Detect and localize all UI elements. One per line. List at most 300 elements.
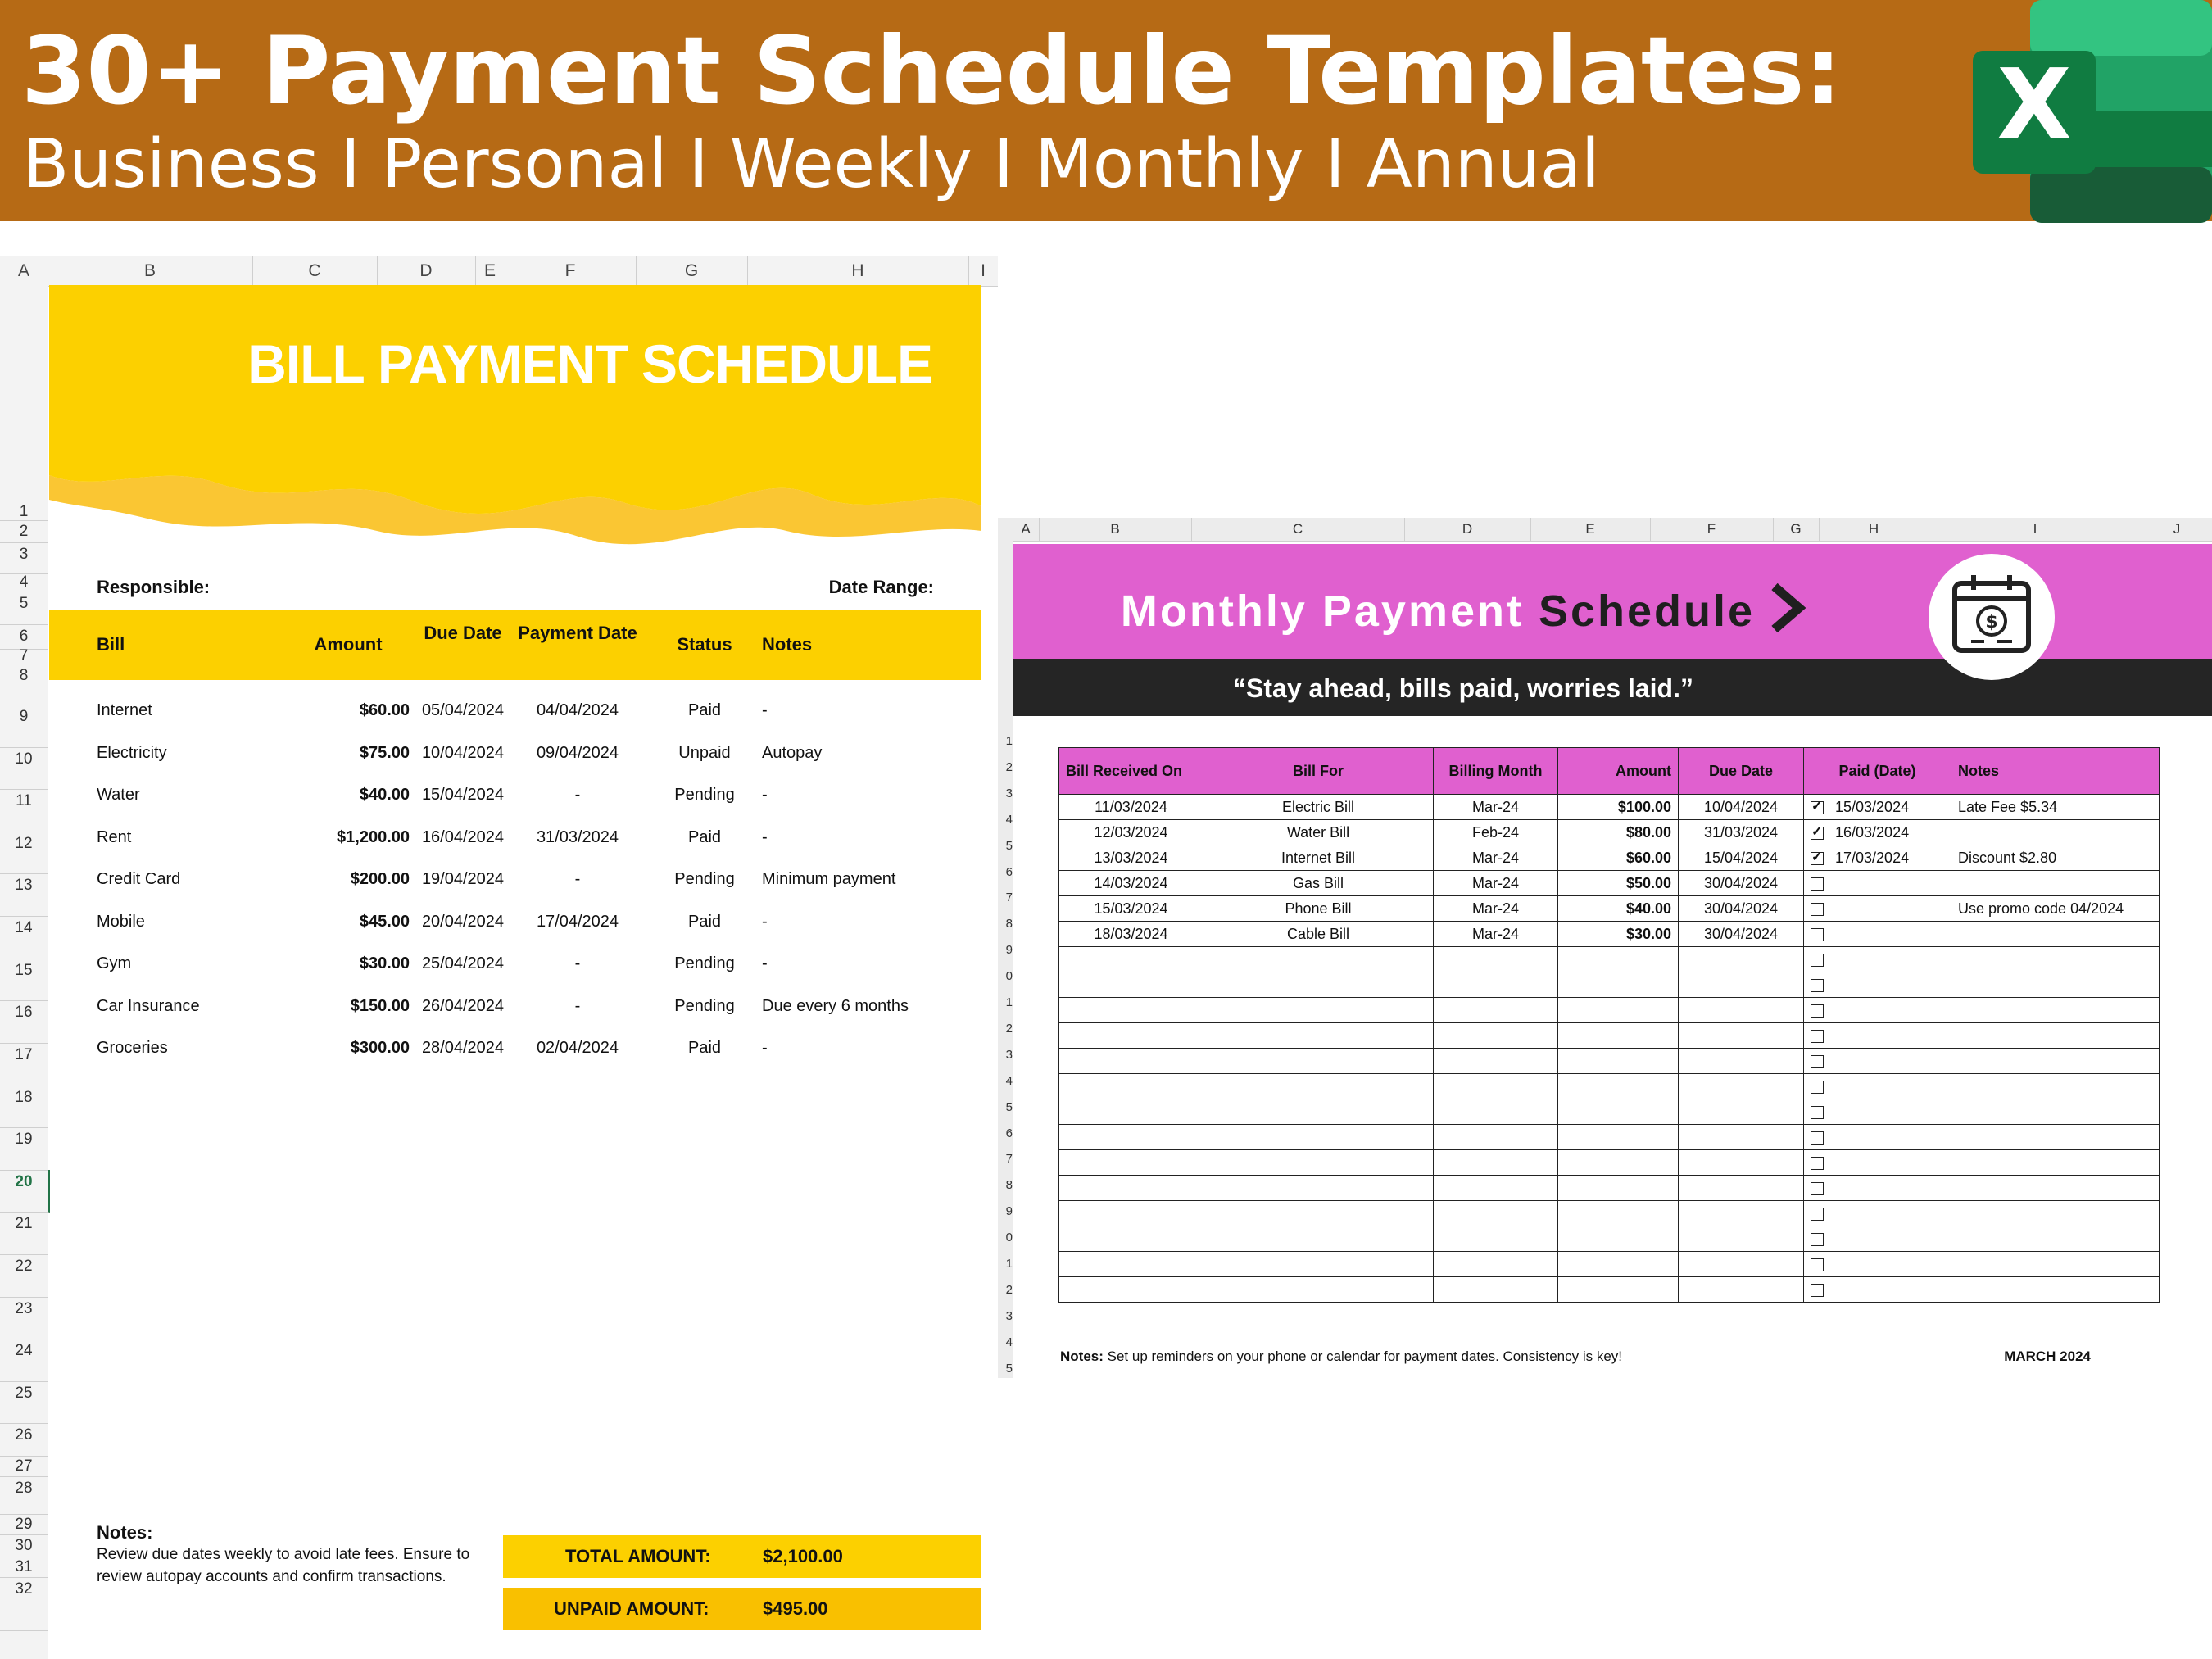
cell-bill-for[interactable] [1203, 972, 1434, 998]
cell-bill-received-on[interactable] [1059, 1226, 1203, 1252]
row-header-31[interactable]: 31 [0, 1557, 48, 1578]
row-header-10[interactable]: 1 [1005, 995, 1013, 1009]
cell-due-date[interactable] [1679, 1201, 1804, 1226]
column-header-a[interactable]: A [0, 256, 48, 286]
row-header-15[interactable]: 6 [1005, 1126, 1013, 1140]
bill-amount[interactable]: $30.00 [359, 954, 410, 972]
bill-payment-date[interactable]: - [574, 870, 581, 888]
cell-notes[interactable] [1951, 820, 2160, 845]
cell-billing-month[interactable] [1434, 1125, 1558, 1150]
column-header-e[interactable]: E [475, 256, 505, 286]
cell-billing-month[interactable] [1434, 998, 1558, 1023]
cell-notes[interactable] [1951, 1176, 2160, 1201]
cell-bill-for[interactable] [1203, 1125, 1434, 1150]
row-header-7[interactable]: 7 [0, 649, 48, 664]
cell-paid-date[interactable] [1804, 871, 1951, 896]
row-header-29[interactable]: 29 [0, 1514, 48, 1535]
paid-checkbox[interactable] [1811, 1055, 1824, 1068]
bill-amount[interactable]: $45.00 [359, 912, 410, 931]
cell-due-date[interactable]: 30/04/2024 [1679, 871, 1804, 896]
cell-bill-for[interactable] [1203, 1049, 1434, 1074]
cell-due-date[interactable] [1679, 1277, 1804, 1303]
bill-due-date[interactable]: 05/04/2024 [421, 701, 505, 719]
cell-paid-date[interactable] [1804, 1252, 1951, 1277]
bill-status[interactable]: Paid [687, 1039, 722, 1057]
cell-amount[interactable] [1558, 998, 1679, 1023]
row-header-18[interactable]: 9 [1005, 1204, 1013, 1219]
cell-bill-for[interactable]: Water Bill [1203, 820, 1434, 845]
paid-checkbox[interactable] [1811, 1284, 1824, 1297]
bill-payment-date[interactable]: - [574, 954, 581, 972]
cell-due-date[interactable]: 10/04/2024 [1679, 795, 1804, 820]
cell-bill-for[interactable] [1203, 1176, 1434, 1201]
row-header-12[interactable]: 3 [1005, 1047, 1013, 1062]
cell-bill-received-on[interactable] [1059, 1125, 1203, 1150]
cell-notes[interactable] [1951, 1049, 2160, 1074]
bill-payment-date[interactable]: - [574, 996, 581, 1015]
bill-amount[interactable]: $150.00 [350, 996, 410, 1015]
column-header-f[interactable]: F [1650, 518, 1774, 541]
cell-paid-date[interactable] [1804, 1023, 1951, 1049]
cell-billing-month[interactable] [1434, 1226, 1558, 1252]
row-header-30[interactable]: 30 [0, 1534, 48, 1557]
cell-billing-month[interactable] [1434, 1277, 1558, 1303]
cell-bill-received-on[interactable]: 11/03/2024 [1059, 795, 1203, 820]
row-header-5[interactable]: 5 [0, 592, 48, 625]
column-header-c[interactable]: C [1191, 518, 1405, 541]
cell-billing-month[interactable] [1434, 1049, 1558, 1074]
cell-amount[interactable] [1558, 1150, 1679, 1176]
cell-bill-received-on[interactable] [1059, 1176, 1203, 1201]
cell-due-date[interactable]: 30/04/2024 [1679, 896, 1804, 922]
column-header-d[interactable]: D [1404, 518, 1531, 541]
bill-due-date[interactable]: 15/04/2024 [421, 786, 505, 804]
cell-bill-received-on[interactable]: 14/03/2024 [1059, 871, 1203, 896]
cell-paid-date[interactable] [1804, 1074, 1951, 1099]
bill-status[interactable]: Paid [687, 827, 722, 846]
column-header-g[interactable]: G [636, 256, 748, 286]
cell-amount[interactable] [1558, 1049, 1679, 1074]
cell-bill-for[interactable] [1203, 1099, 1434, 1125]
cell-bill-received-on[interactable] [1059, 1023, 1203, 1049]
cell-bill-for[interactable] [1203, 1150, 1434, 1176]
cell-amount[interactable] [1558, 1226, 1679, 1252]
cell-billing-month[interactable]: Mar-24 [1434, 871, 1558, 896]
cell-notes[interactable] [1951, 922, 2160, 947]
monthly-payment-table [1058, 747, 2160, 1303]
bill-payment-date[interactable]: 04/04/2024 [536, 701, 619, 719]
cell-billing-month[interactable]: Feb-24 [1434, 820, 1558, 845]
row-header-8[interactable]: 9 [1005, 943, 1013, 958]
bill-notes[interactable]: - [762, 954, 768, 972]
row-header-28[interactable]: 28 [0, 1476, 48, 1515]
cell-notes[interactable] [1951, 972, 2160, 998]
cell-due-date[interactable] [1679, 1099, 1804, 1125]
cell-notes[interactable] [1951, 1125, 2160, 1150]
column-header-b[interactable]: B [1039, 518, 1192, 541]
cell-due-date[interactable] [1679, 1150, 1804, 1176]
cell-paid-date[interactable] [1804, 1226, 1951, 1252]
row-header-32[interactable]: 32 [0, 1577, 48, 1631]
bill-notes[interactable]: - [762, 786, 768, 804]
column-header-g[interactable]: G [1773, 518, 1820, 541]
bill-name[interactable]: Credit Card [97, 870, 181, 888]
column-header-h[interactable]: H [747, 256, 969, 286]
cell-bill-for[interactable] [1203, 1226, 1434, 1252]
bill-payment-date[interactable]: 17/04/2024 [536, 912, 619, 931]
column-header-d[interactable]: D [377, 256, 476, 286]
paid-checkbox[interactable] [1811, 1258, 1824, 1271]
cell-amount[interactable] [1558, 1125, 1679, 1150]
row-header-16[interactable]: 16 [0, 1000, 48, 1044]
cell-paid-date[interactable] [1804, 1150, 1951, 1176]
row-header-3[interactable]: 4 [1005, 812, 1013, 827]
cell-bill-for[interactable] [1203, 1201, 1434, 1226]
bill-notes[interactable]: Autopay [762, 743, 823, 762]
cell-amount[interactable]: $50.00 [1558, 871, 1679, 896]
column-header-f[interactable]: F [505, 256, 637, 286]
cell-billing-month[interactable] [1434, 972, 1558, 998]
cell-notes[interactable]: Discount $2.80 [1951, 845, 2160, 871]
cell-bill-for[interactable]: Cable Bill [1203, 922, 1434, 947]
cell-notes[interactable]: Use promo code 04/2024 [1951, 896, 2160, 922]
paid-checkbox[interactable] [1811, 852, 1824, 865]
paid-checkbox[interactable] [1811, 877, 1824, 891]
cell-amount[interactable]: $80.00 [1558, 820, 1679, 845]
cell-paid-date[interactable] [1804, 947, 1951, 972]
bill-name[interactable]: Electricity [97, 743, 167, 762]
cell-bill-received-on[interactable]: 12/03/2024 [1059, 820, 1203, 845]
row-header-19[interactable]: 19 [0, 1127, 48, 1171]
cell-due-date[interactable]: 31/03/2024 [1679, 820, 1804, 845]
cell-paid-date[interactable] [1804, 795, 1951, 820]
bill-status[interactable]: Pending [674, 786, 735, 804]
table-row [1059, 998, 2160, 1023]
cell-paid-date[interactable] [1804, 896, 1951, 922]
cell-bill-received-on[interactable] [1059, 1277, 1203, 1303]
paid-checkbox[interactable] [1811, 1208, 1824, 1221]
row-header-18[interactable]: 18 [0, 1086, 48, 1128]
bill-amount[interactable]: $60.00 [359, 701, 410, 719]
paid-checkbox[interactable] [1811, 1131, 1824, 1145]
bill-name[interactable]: Water [97, 786, 140, 804]
paid-checkbox[interactable] [1811, 1233, 1824, 1246]
bill-name[interactable]: Internet [97, 701, 152, 719]
row-header-4[interactable]: 4 [0, 573, 48, 592]
cell-bill-received-on[interactable] [1059, 947, 1203, 972]
bill-status[interactable]: Unpaid [678, 743, 731, 762]
cell-paid-date[interactable] [1804, 1201, 1951, 1226]
bill-status[interactable]: Pending [674, 954, 735, 972]
row-header-20[interactable]: 1 [1005, 1257, 1013, 1271]
cell-billing-month[interactable]: Mar-24 [1434, 795, 1558, 820]
row-header-3[interactable]: 3 [0, 542, 48, 574]
cell-due-date[interactable] [1679, 947, 1804, 972]
cell-bill-received-on[interactable]: 13/03/2024 [1059, 845, 1203, 871]
paid-checkbox[interactable] [1811, 954, 1824, 967]
cell-due-date[interactable] [1679, 1049, 1804, 1074]
cell-bill-received-on[interactable] [1059, 1150, 1203, 1176]
row-header-25[interactable]: 25 [0, 1381, 48, 1424]
cell-notes[interactable] [1951, 1074, 2160, 1099]
cell-bill-received-on[interactable] [1059, 998, 1203, 1023]
row-header-16[interactable]: 7 [1005, 1152, 1013, 1167]
bill-notes[interactable]: Due every 6 months [762, 996, 909, 1015]
table-row [1059, 1099, 2160, 1125]
cell-notes[interactable] [1951, 947, 2160, 972]
bill-amount[interactable]: $1,200.00 [337, 827, 410, 846]
row-header-0[interactable]: 1 [1005, 734, 1013, 748]
bill-due-date[interactable]: 26/04/2024 [421, 996, 505, 1015]
cell-billing-month[interactable]: Mar-24 [1434, 922, 1558, 947]
row-header-5[interactable]: 6 [1005, 864, 1013, 879]
cell-notes[interactable] [1951, 1252, 2160, 1277]
row-header-26[interactable]: 26 [0, 1423, 48, 1457]
cell-amount[interactable] [1558, 1023, 1679, 1049]
bill-status[interactable]: Paid [687, 912, 722, 931]
cell-amount[interactable]: $100.00 [1558, 795, 1679, 820]
bill-amount[interactable]: $40.00 [359, 786, 410, 804]
cell-notes[interactable] [1951, 871, 2160, 896]
row-header-11[interactable]: 11 [0, 789, 48, 832]
cell-notes[interactable] [1951, 1226, 2160, 1252]
bill-due-date[interactable]: 20/04/2024 [421, 912, 505, 931]
bill-due-date[interactable]: 10/04/2024 [421, 743, 505, 762]
row-header-4[interactable]: 5 [1005, 838, 1013, 853]
cell-paid-date[interactable] [1804, 1125, 1951, 1150]
cell-amount[interactable] [1558, 1074, 1679, 1099]
bill-notes[interactable]: - [762, 912, 768, 931]
row-header-20[interactable]: 20 [0, 1170, 50, 1213]
bill-payment-date[interactable]: 09/04/2024 [536, 743, 619, 762]
paid-checkbox[interactable] [1811, 827, 1824, 840]
cell-due-date[interactable]: 15/04/2024 [1679, 845, 1804, 871]
paid-checkbox[interactable] [1811, 928, 1824, 941]
cell-bill-received-on[interactable] [1059, 1201, 1203, 1226]
row-header-17[interactable]: 8 [1005, 1178, 1013, 1193]
bill-amount[interactable]: $300.00 [350, 1039, 410, 1057]
cell-billing-month[interactable]: Mar-24 [1434, 896, 1558, 922]
bill-due-date[interactable]: 25/04/2024 [421, 954, 505, 972]
cell-bill-for[interactable]: Internet Bill [1203, 845, 1434, 871]
cell-billing-month[interactable] [1434, 1023, 1558, 1049]
row-header-22[interactable]: 22 [0, 1254, 48, 1298]
cell-bill-for[interactable]: Gas Bill [1203, 871, 1434, 896]
row-header-14[interactable]: 5 [1005, 1099, 1013, 1114]
row-header-6[interactable]: 6 [0, 624, 48, 650]
row-header-17[interactable]: 17 [0, 1043, 48, 1086]
row-header-11[interactable]: 2 [1005, 1021, 1013, 1036]
cell-paid-date[interactable] [1804, 1176, 1951, 1201]
cell-bill-received-on[interactable] [1059, 1049, 1203, 1074]
cell-amount[interactable] [1558, 1252, 1679, 1277]
column-header-i[interactable]: I [1929, 518, 2142, 541]
bill-status[interactable]: Pending [674, 996, 735, 1015]
cell-due-date[interactable] [1679, 1252, 1804, 1277]
cell-notes[interactable] [1951, 1099, 2160, 1125]
cell-due-date[interactable] [1679, 1074, 1804, 1099]
column-header-e[interactable]: E [1530, 518, 1651, 541]
cell-paid-date[interactable] [1804, 1099, 1951, 1125]
column-header-c[interactable]: C [252, 256, 378, 286]
row-header-15[interactable]: 15 [0, 959, 48, 1001]
row-header-13[interactable]: 4 [1005, 1073, 1013, 1088]
column-header-h[interactable]: H [1819, 518, 1929, 541]
monthly-notes-text[interactable]: Set up reminders on your phone or calendar for payment dates. Consistency is key! [1107, 1349, 1623, 1364]
bill-payment-date[interactable]: - [574, 786, 581, 804]
svg-text:X: X [1997, 48, 2072, 161]
column-header-b[interactable]: B [48, 256, 253, 286]
row-header-21[interactable]: 2 [1005, 1282, 1013, 1297]
cell-paid-date[interactable] [1804, 998, 1951, 1023]
cell-amount[interactable] [1558, 1201, 1679, 1226]
cell-due-date[interactable] [1679, 972, 1804, 998]
bill-notes[interactable]: - [762, 827, 768, 846]
cell-bill-for[interactable] [1203, 1074, 1434, 1099]
bill-amount[interactable]: $200.00 [350, 870, 410, 888]
table-row [1059, 896, 2160, 922]
row-header-9[interactable]: 0 [1005, 969, 1013, 984]
cell-bill-received-on[interactable]: 15/03/2024 [1059, 896, 1203, 922]
bill-payment-date[interactable]: 31/03/2024 [536, 827, 619, 846]
cell-bill-received-on[interactable] [1059, 1252, 1203, 1277]
paid-checkbox[interactable] [1811, 979, 1824, 992]
cell-billing-month[interactable] [1434, 1252, 1558, 1277]
row-header-14[interactable]: 14 [0, 916, 48, 959]
cell-billing-month[interactable] [1434, 1176, 1558, 1201]
column-header-j[interactable]: J [2142, 518, 2212, 541]
cell-amount[interactable] [1558, 972, 1679, 998]
cell-amount[interactable] [1558, 1099, 1679, 1125]
cell-notes[interactable]: Late Fee $5.34 [1951, 795, 2160, 820]
paid-checkbox[interactable] [1811, 1030, 1824, 1043]
table-row [1059, 1201, 2160, 1226]
cell-amount[interactable] [1558, 1176, 1679, 1201]
cell-paid-date[interactable] [1804, 1277, 1951, 1303]
row-header-23[interactable]: 4 [1005, 1335, 1013, 1349]
row-header-1[interactable]: 1 [0, 504, 48, 521]
cell-bill-for[interactable] [1203, 1252, 1434, 1277]
cell-bill-received-on[interactable] [1059, 1074, 1203, 1099]
cell-paid-date[interactable] [1804, 820, 1951, 845]
paid-checkbox[interactable] [1811, 1157, 1824, 1170]
cell-bill-for[interactable]: Phone Bill [1203, 896, 1434, 922]
row-header-1[interactable]: 2 [1005, 759, 1013, 774]
cell-notes[interactable] [1951, 1023, 2160, 1049]
cell-billing-month[interactable] [1434, 1099, 1558, 1125]
cell-notes[interactable] [1951, 1277, 2160, 1303]
cell-amount[interactable]: $60.00 [1558, 845, 1679, 871]
row-header-21[interactable]: 21 [0, 1212, 48, 1255]
cell-amount[interactable] [1558, 1277, 1679, 1303]
bill-due-date[interactable]: 16/04/2024 [421, 827, 505, 846]
row-header-2[interactable]: 3 [1005, 786, 1013, 800]
paid-checkbox[interactable] [1811, 1182, 1824, 1195]
paid-checkbox[interactable] [1811, 1081, 1824, 1094]
bill-status[interactable]: Pending [674, 870, 735, 888]
cell-bill-for[interactable] [1203, 1277, 1434, 1303]
cell-billing-month[interactable] [1434, 1074, 1558, 1099]
row-header-23[interactable]: 23 [0, 1297, 48, 1339]
cell-amount[interactable]: $30.00 [1558, 922, 1679, 947]
row-header-9[interactable]: 9 [0, 705, 48, 748]
cell-paid-date[interactable] [1804, 972, 1951, 998]
bill-notes[interactable]: - [762, 701, 768, 719]
cell-notes[interactable] [1951, 1150, 2160, 1176]
bill-payment-date[interactable]: 02/04/2024 [536, 1039, 619, 1057]
cell-notes[interactable] [1951, 1201, 2160, 1226]
bill-notes[interactable]: - [762, 1039, 768, 1057]
row-header-2[interactable]: 2 [0, 520, 48, 543]
bill-amount[interactable]: $75.00 [359, 743, 410, 762]
cell-notes[interactable] [1951, 998, 2160, 1023]
row-header-10[interactable]: 10 [0, 747, 48, 790]
cell-bill-received-on[interactable] [1059, 1099, 1203, 1125]
row-header-19[interactable]: 0 [1005, 1231, 1013, 1245]
paid-checkbox[interactable] [1811, 1004, 1824, 1018]
bill-due-date[interactable]: 19/04/2024 [421, 870, 505, 888]
calendar-dollar-icon [1929, 554, 2055, 680]
bill-name[interactable]: Car Insurance [97, 996, 200, 1015]
cell-billing-month[interactable] [1434, 1201, 1558, 1226]
cell-due-date[interactable]: 30/04/2024 [1679, 922, 1804, 947]
cell-paid-date[interactable] [1804, 1049, 1951, 1074]
row-header-6[interactable]: 7 [1005, 891, 1013, 905]
cell-due-date[interactable] [1679, 1023, 1804, 1049]
bill-name[interactable]: Mobile [97, 912, 145, 931]
cell-due-date[interactable] [1679, 1176, 1804, 1201]
bill-due-date[interactable]: 28/04/2024 [421, 1039, 505, 1057]
cell-paid-date[interactable] [1804, 845, 1951, 871]
cell-bill-received-on[interactable] [1059, 972, 1203, 998]
bill-status[interactable]: Paid [687, 701, 722, 719]
cell-bill-for[interactable] [1203, 1023, 1434, 1049]
cell-bill-for[interactable]: Electric Bill [1203, 795, 1434, 820]
bill-name[interactable]: Gym [97, 954, 132, 972]
cell-bill-for[interactable] [1203, 998, 1434, 1023]
row-header-22[interactable]: 3 [1005, 1308, 1013, 1323]
cell-billing-month[interactable] [1434, 947, 1558, 972]
row-header-24[interactable]: 24 [0, 1339, 48, 1382]
notes-text[interactable]: Review due dates weekly to avoid late fees. Ensure to review autopay accounts and confirm transactions. [97, 1546, 470, 1585]
row-header-24[interactable]: 5 [1005, 1361, 1013, 1376]
cell-due-date[interactable] [1679, 998, 1804, 1023]
cell-bill-for[interactable] [1203, 947, 1434, 972]
cell-amount[interactable] [1558, 947, 1679, 972]
row-header-8[interactable]: 8 [0, 664, 48, 705]
paid-checkbox[interactable] [1811, 1106, 1824, 1119]
paid-checkbox[interactable] [1811, 903, 1824, 916]
row-header-12[interactable]: 12 [0, 832, 48, 874]
row-header-7[interactable]: 8 [1005, 917, 1013, 931]
column-header-a[interactable]: A [1013, 518, 1040, 541]
cell-paid-date[interactable] [1804, 922, 1951, 947]
cell-billing-month[interactable] [1434, 1150, 1558, 1176]
cell-due-date[interactable] [1679, 1125, 1804, 1150]
row-header-27[interactable]: 27 [0, 1456, 48, 1477]
table-row [1059, 845, 2160, 871]
bill-name[interactable]: Rent [97, 827, 132, 846]
column-header-i[interactable]: I [968, 256, 998, 286]
cell-billing-month[interactable]: Mar-24 [1434, 845, 1558, 871]
bill-name[interactable]: Groceries [97, 1039, 168, 1057]
bill-notes[interactable]: Minimum payment [762, 870, 896, 888]
cell-bill-received-on[interactable]: 18/03/2024 [1059, 922, 1203, 947]
row-header-13[interactable]: 13 [0, 873, 48, 917]
cell-due-date[interactable] [1679, 1226, 1804, 1252]
paid-checkbox[interactable] [1811, 801, 1824, 814]
cell-amount[interactable]: $40.00 [1558, 896, 1679, 922]
